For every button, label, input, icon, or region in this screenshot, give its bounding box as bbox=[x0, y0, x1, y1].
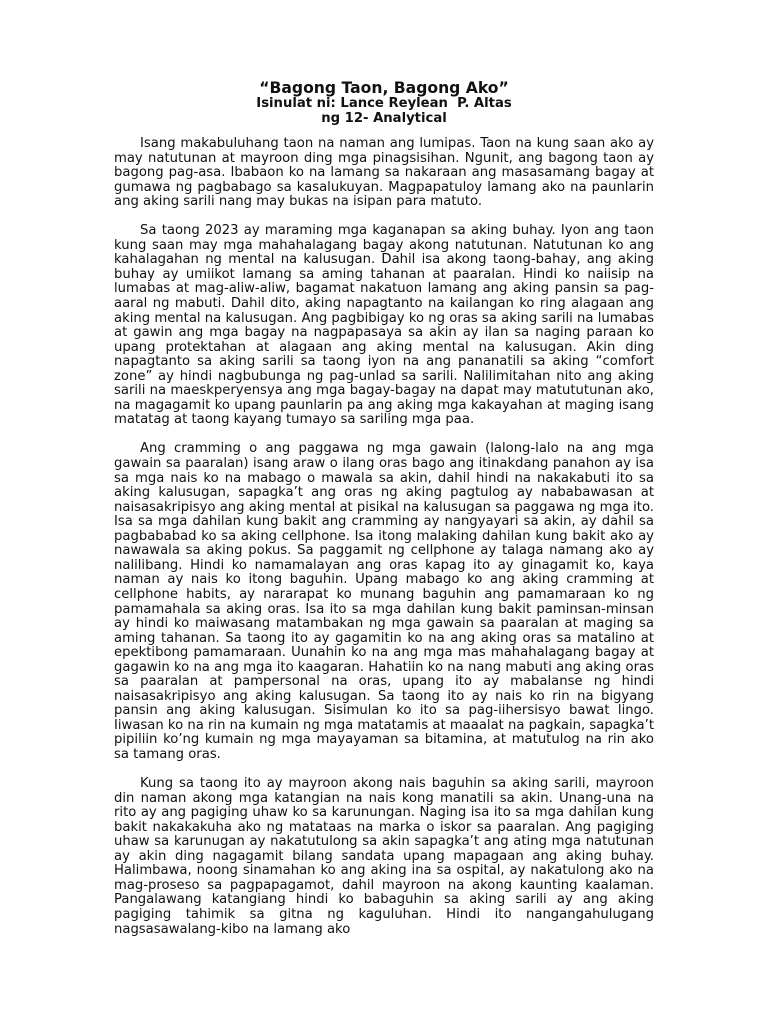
essay-title: “Bagong Taon, Bagong Ako” bbox=[259, 79, 509, 97]
paragraph: Isang makabuluhang taon na naman ang lumipas. Taon na kung saan ako ay may natutunan at mayroon ding mga pinagsisihan. Ngunit, ang bagong taon ay bagong pag-asa. Ibabaon ko na lamang sa nakaraan ang masasamang bagay at gumawa ng pagbabago sa kasalukuyan. Magpapatuloy lamang ako na paunlarin ang aking sarili nang may bukas na isipan para matuto. bbox=[114, 136, 654, 210]
essay-body bbox=[114, 137, 654, 952]
paragraph: Ang cramming o ang paggawa ng mga gawain (lalong-lalo na ang mga gawain sa paaralan) isang araw o ilang oras bago ang itinakdang panahon ay isa sa mga nais ko na mabago o mawala sa akin, dahil hindi na nakakabuti ito sa aking kalusugan, sapagka’t ang oras ng aking pagtulog ay nababawasan at naisasakripisyo ang aking mental at pisikal na kalusugan sa paggawa ng mga ito. Isa sa mga dahilan kung bakit ang cramming ay nangyayari sa akin, ay dahil sa pagbababad ko sa aking cellphone. Isa itong malaking dahilan kung bakit ako ay nawawala sa aking pokus. Sa paggamit ng cellphone ay talaga namang ako ay nalilibang. Hindi ko namamalayan ang oras kapag ito ay ginagamit ko, kaya naman ay nais ko itong baguhin. Upang mabago ko ang aking cramming at cellphone habits, ay nararapat ko munang baguhin ang pamamaraan ko ng pamamahala sa aking oras. Isa ito sa mga dahilan kung bakit paminsan-minsan ay hindi ko maiwasang matambakan ng mga gawain sa paaralan at maging sa aming tahanan. Sa taong ito ay gagamitin ko na ang aking oras sa matalino at epektibong pamamaraan. Uunahin ko na ang mga mas mahahalagang bagay at gagawin ko na ang mga ito kaagaran. Hahatiin ko na nang mabuti ang aking oras sa paaralan at pampersonal na oras, upang ito ay mabalanse ng hindi naisasakripisyo ang aking kalusugan. Sa taong ito ay nais ko rin na bigyang pansin ang aking kalusugan. Sisimulan ko ito sa pag-iihersisyo bawat lingo. Iiwasan ko na rin na kumain ng mga matatamis at maaalat na pagkain, sapagka’t pipiliin ko’ng kumain ng mga mayayaman sa bitamina, at matutulog na rin ako sa tamang oras. bbox=[114, 441, 655, 762]
grade-line: ng 12- Analytical bbox=[321, 110, 447, 126]
document-header bbox=[114, 79, 654, 126]
paragraph: Kung sa taong ito ay mayroon akong nais baguhin sa aking sarili, mayroon din naman akong mga katangian na nais kong manatili sa akin. Unang-una na rito ay ang pagiging uhaw ko sa karunungan. Naging isa ito sa mga dahilan kung bakit nakakakuha ako ng matataas na marka o iskor sa paaralan. Ang pagiging uhaw sa karunugan ay nakatutulong sa akin sapagka’t ang ating mga natutunan ay akin ding nagagamit bilang sandata upang mapagaan ang aking buhay. Halimbawa, noong sinamahan ko ang aking ina sa ospital, ay nakatulong ako na mag-proseso sa pagpapagamot, dahil mayroon na akong kaunting kaalaman. Pangalawang katangiang hindi ko babaguhin sa aking sarili ay ang aking pagiging tahimik sa gitna ng kaguluhan. Hindi ito nangangahulugang nagsasawalang-kibo na lamang ako bbox=[114, 776, 654, 937]
paragraph: Sa taong 2023 ay maraming mga kaganapan sa aking buhay. Iyon ang taon kung saan may mga mahahalagang bagay akong natutunan. Natutunan ko ang kahalagahan ng mental na kalusugan. Dahil isa akong taong-bahay, ang aking buhay ay umiikot lamang sa aming tahanan at paaralan. Hindi ko naiisip na lumabas at mag-aliw-aliw, bagamat nakatuon lamang ang aking pansin sa pag-aaral ng mabuti. Dahil dito, aking napagtanto na kailangan ko ring alagaan ang aking mental na kalusugan. Ang pagbibigay ko ng oras sa aking sarili na lumabas at gawin ang mga bagay na nagpapasaya sa akin ay ilan sa naging paraan ko upang protektahan at alagaan ang aking mental na kalusugan. Akin ding napagtanto sa aking sarili sa taong iyon na ang pananatili sa aking “comfort zone” ay hindi nagbubunga ng pag-unlad sa sarili. Nalilimitahan nito ang aking sarili na maeskperyensya ang mga bagay-bagay na dapat may matututunan ako, na magagamit ko upang paunlarin pa ang aking mga kakayahan at maging isang matatag at taong kayang tumayo sa sariling mga paa. bbox=[114, 223, 654, 428]
author-line: Isinulat ni: Lance Reylean P. Altas bbox=[256, 96, 512, 111]
